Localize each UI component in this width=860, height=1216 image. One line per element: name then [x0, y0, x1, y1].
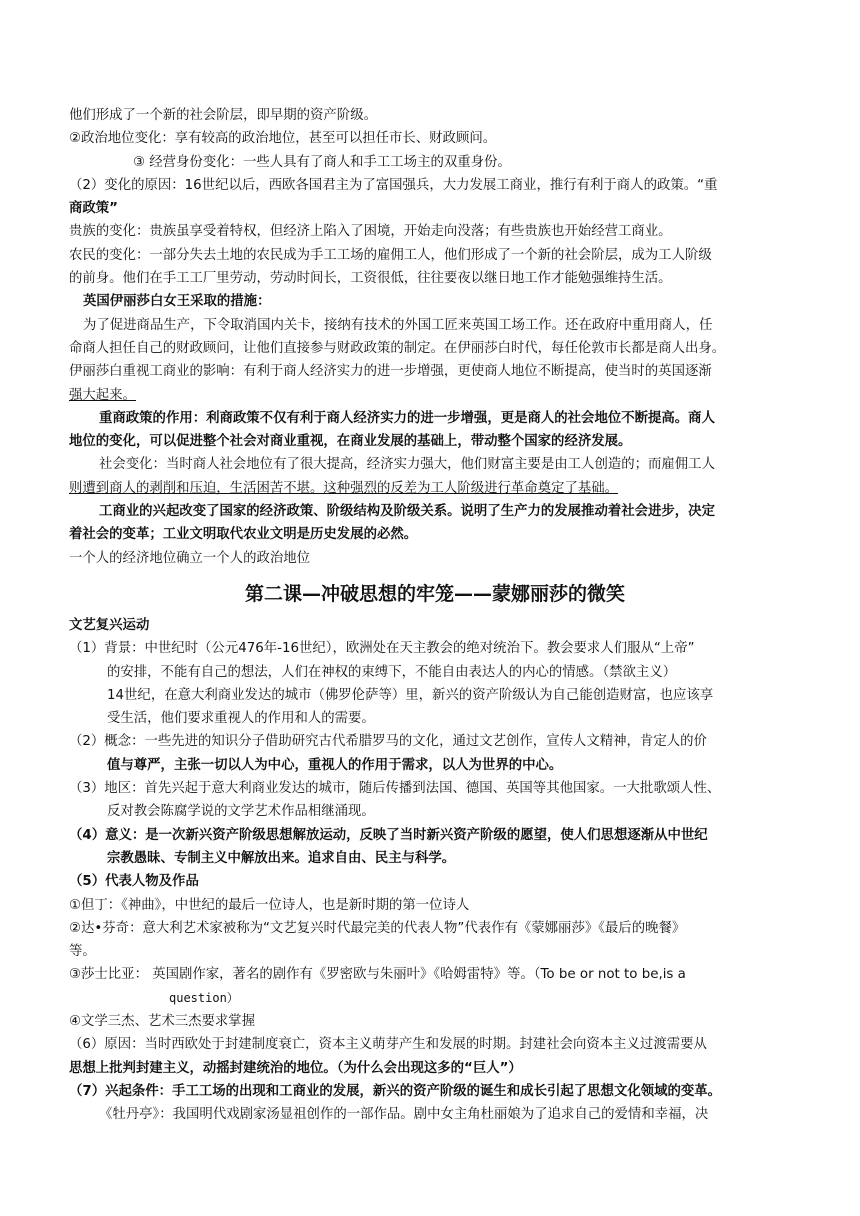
text-line: （2）概念：一些先进的知识分子借助研究古代希腊罗马的文化，通过文艺创作，宣传人文精神，肯定人的价	[69, 734, 707, 750]
section-heading: 文艺复兴运动	[69, 617, 150, 633]
text-line: 等。	[69, 944, 96, 960]
text-line: 一个人的经济地位确立一个人的政治地位	[69, 550, 311, 566]
text-line: 他们形成了一个新的社会阶层，即早期的资产阶级。	[69, 108, 377, 123]
text-line: 值与尊严，主张一切以人为中心，重视人的作用于需求，以人为世界的中心。	[107, 757, 563, 773]
text-line: 受生活，他们要求重视人的作用和人的需要。	[107, 711, 375, 727]
text-line: 为了促进商品生产，下令取消国内关卡，接纳有技术的外国工匠来英国工场工作。还在政府中重用商人，任	[83, 317, 713, 333]
text-line: 着社会的变革；工业文明取代农业文明是历史发展的必然。	[69, 527, 418, 543]
text-line: 命商人担任自己的财政顾问，让他们直接参与财政政策的制定。在伊丽莎白时代，每任伦敦市长都是商人出身。	[69, 340, 726, 356]
text-line: 地位的变化，可以促进整个社会对商业重视，在商业发展的基础上，带动整个国家的经济发展。	[69, 434, 632, 450]
text-line: （3）地区：首先兴起于意大利商业发达的城市，随后传播到法国、德国、英国等其他国家。一大批歌颂人性、	[69, 781, 721, 797]
text-line: question）	[169, 990, 239, 1005]
text-line: 农民的变化：一部分失去土地的农民成为手工工场的雇佣工人，他们形成了一个新的社会阶层，成为工人阶级	[69, 247, 712, 263]
text-line: （7）兴起条件：手工工场的出现和工商业的发展，新兴的资产阶级的诞生和成长引起了思想文化领域的变革。	[69, 1083, 722, 1099]
text-line: 宗教愚昧、专制主义中解放出来。追求自由、民主与科学。	[107, 850, 456, 866]
text-line: ②达•芬奇：意大利艺术家被称为“文艺复兴时代最完美的代表人物”代表作有《蒙娜丽莎》《最后的晚餐》	[69, 920, 686, 936]
text-line: 重商政策的作用：利商政策不仅有利于商人经济实力的进一步增强，更是商人的社会地位不断提高。商人	[99, 410, 715, 426]
text-line: ②政治地位变化：享有较高的政治地位，甚至可以担任市长、财政顾问。	[69, 131, 497, 147]
lesson-title: 第二课—冲破思想的牢笼——蒙娜丽莎的微笑	[244, 582, 625, 605]
text-line: （2）变化的原因：16世纪以后，西欧各国君主为了富国强兵，大力发展工商业，推行有利于商人的政策。“重	[69, 177, 718, 193]
text-line: 工商业的兴起改变了国家的经济政策、阶级结构及阶级关系。说明了生产力的发展推动着社会进步，决定	[99, 504, 715, 520]
section-heading: （5）代表人物及作品	[69, 874, 199, 890]
text-line: （6）原因：当时西欧处于封建制度衰亡，资本主义萌芽产生和发展的时期。封建社会向资本主义过渡需要从	[69, 1037, 707, 1053]
text-line: ④文学三杰、艺术三杰要求掌握	[69, 1013, 256, 1029]
text-line: 则遭到商人的剥削和压迫，生活困苦不堪。这种强烈的反差为工人阶级进行革命奠定了基础。	[69, 480, 619, 496]
text-line: 商政策”	[69, 201, 118, 217]
text-line: ①但丁：《神曲》，中世纪的最后一位诗人，也是新时期的第一位诗人	[69, 897, 470, 913]
text-line: 14世纪，在意大利商业发达的城市（佛罗伦萨等）里，新兴的资产阶级认为自己能创造财富，也应该享	[107, 687, 714, 703]
text-line: ③ 经营身份变化：一些人具有了商人和手工工场主的双重身份。	[133, 154, 511, 170]
text-line: ③莎士比亚： 英国剧作家，著名的剧作有《罗密欧与朱丽叶》《哈姆雷特》等。（To be or not to be,is a	[69, 967, 686, 983]
text-line: 的安排，不能有自己的想法，人们在神权的束缚下，不能自由表达人的内心的情感。（禁欲主义）	[107, 664, 677, 680]
text-line: 反对教会陈腐学说的文学艺术作品相继涌现。	[107, 804, 375, 820]
text-line: （4）意义：是一次新兴资产阶级思想解放运动，反映了当时新兴资产阶级的愿望，使人们思想逐渐从中世纪	[69, 827, 708, 843]
text-line: 贵族的变化：贵族虽享受着特权，但经济上陷入了困境，开始走向没落；有些贵族也开始经营工商业。	[69, 224, 672, 240]
text-line: （1）背景：中世纪时（公元476年-16世纪），欧洲处在天主教会的绝对统治下。教会要求人们服从“上帝”	[69, 641, 695, 657]
text-line: 伊丽莎白重视工商业的影响：有利于商人经济实力的进一步增强，更使商人地位不断提高，使当时的英国逐渐	[69, 364, 712, 380]
text-line: 思想上批判封建主义，动摇封建统治的地位。（为什么会出现这多的“巨人”）	[69, 1060, 522, 1076]
text-line: 的前身。他们在手工工厂里劳动，劳动时间长，工资很低，往往要夜以继日地工作才能勉强维持生活。	[69, 271, 672, 287]
text-line: 社会变化：当时商人社会地位有了很大提高，经济实力强大，他们财富主要是由工人创造的；而雇佣工人	[99, 457, 715, 473]
document-page	[69, 104, 801, 1126]
text-line: 强大起来。	[69, 387, 136, 403]
text-line: 《牡丹亭》：我国明代戏剧家汤显祖创作的一部作品。剧中女主角杜丽娘为了追求自己的爱情和幸福，决	[99, 1107, 709, 1123]
section-heading: 英国伊丽莎白女王采取的措施：	[83, 294, 271, 310]
